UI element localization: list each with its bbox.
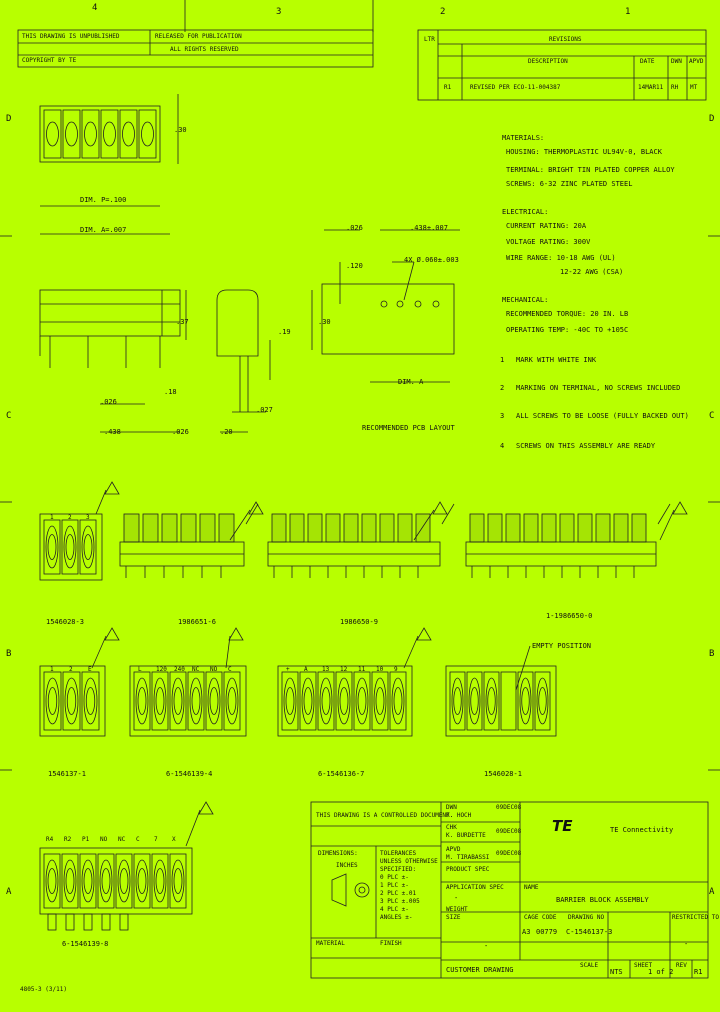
pcb-dim-top-left: .026 — [346, 224, 363, 232]
part-number-row2-3: 6-1546136-7 — [318, 770, 365, 778]
block-1986650-9 — [268, 504, 454, 578]
pcb-hole-icon — [397, 301, 403, 307]
terminal-label: 240 — [174, 666, 185, 673]
tb-dwn-value: R. HOCH — [446, 812, 472, 819]
empty-position-label: EMPTY POSITION — [532, 642, 592, 650]
zone-letter-b-left: B — [6, 649, 12, 659]
zone-letter-c-left: C — [6, 411, 12, 421]
zone-letter-c-right: C — [709, 411, 715, 421]
screw-head-icon — [104, 122, 116, 146]
tb-cage-label: CAGE CODE — [524, 914, 557, 921]
terminal-barrier — [542, 514, 556, 542]
notes-electrical-1: CURRENT RATING: 20A — [506, 222, 587, 230]
terminal-barrier — [200, 514, 215, 542]
zone-letter-a-left: A — [6, 887, 12, 897]
terminal-label: 13 — [322, 666, 330, 673]
header-note-left-2: COPYRIGHT BY TE — [22, 57, 77, 64]
zone-number-4: 4 — [92, 3, 98, 13]
terminal-barrier — [614, 514, 628, 542]
dim-side-d2: .438 — [104, 428, 121, 436]
tb-product-spec: PRODUCT SPEC — [446, 866, 490, 873]
flag-note-number-3: 3 — [500, 412, 505, 420]
pcb-hole-icon — [433, 301, 439, 307]
part-number-row1-2: 1986651-6 — [178, 618, 216, 626]
terminal-barrier — [272, 514, 286, 542]
terminal-label: 1 — [50, 666, 54, 673]
revisions-row-desc: REVISED PER ECO-11-004387 — [470, 84, 561, 91]
tb-name-value: BARRIER BLOCK ASSEMBLY — [556, 896, 649, 904]
terminal-label: R4 — [46, 836, 54, 843]
delta-flag-icon — [186, 802, 213, 846]
revisions-col-ltr: LTR — [424, 36, 435, 43]
tb-tol-label: TOLERANCES UNLESS OTHERWISE SPECIFIED: — [380, 850, 438, 873]
terminal-label: C — [228, 666, 232, 673]
terminal-label: R2 — [64, 836, 72, 843]
tb-tol-2: 2 PLC ±.01 — [380, 890, 417, 897]
terminal-tab — [120, 914, 128, 930]
revisions-title: REVISIONS — [549, 36, 582, 43]
tb-company: TE Connectivity — [610, 826, 674, 834]
terminal-label: E — [88, 666, 92, 673]
terminal-barrier — [416, 514, 430, 542]
tb-material-label: MATERIAL — [316, 940, 345, 947]
block-1546137-1 — [40, 666, 105, 736]
terminal-label: 120 — [156, 666, 167, 673]
tb-dash-2: - — [484, 942, 489, 950]
tb-size-label: SIZE — [446, 914, 461, 921]
flag-note-4: SCREWS ON THIS ASSEMBLY ARE READY — [516, 442, 656, 450]
delta-flag-icon — [96, 482, 119, 514]
tb-apvd-value: M. TIRABASSI — [446, 854, 490, 861]
dim-end-tail: .19 — [278, 328, 291, 336]
terminal-barrier — [162, 514, 177, 542]
revisions-col-desc: DESCRIPTION — [528, 58, 568, 65]
tb-tol-0: 0 PLC ±- — [380, 874, 409, 881]
tb-dwg-label: DRAWING NO — [568, 914, 605, 921]
delta-flag-icon — [230, 502, 263, 540]
terminal-label: NC — [118, 836, 126, 843]
tb-rstrctd-value: - — [684, 940, 689, 948]
terminal-barrier — [290, 514, 304, 542]
zone-letter-d-right: D — [709, 114, 715, 124]
terminal-barrier — [124, 514, 139, 542]
notes-material-1: HOUSING: THERMOPLASTIC UL94V-0, BLACK — [506, 148, 662, 156]
tb-cage-value: 00779 — [536, 928, 558, 936]
part-number-row2-2: 6-1546139-4 — [166, 770, 213, 778]
terminal-label: 2 — [69, 666, 73, 673]
part-number-row3: 6-1546139-8 — [62, 940, 109, 948]
terminal-label: X — [172, 836, 176, 843]
delta-flag-icon — [226, 628, 243, 668]
terminal-cell — [82, 672, 99, 730]
terminal-barrier — [524, 514, 538, 542]
pcb-hole-icon — [415, 301, 421, 307]
tb-tol-1: 1 PLC ±- — [380, 882, 409, 889]
delta-flag-icon — [404, 628, 431, 668]
terminal-tab — [66, 914, 74, 930]
part-number-row2-4: 1546028-1 — [484, 770, 522, 778]
terminal-barrier — [470, 514, 484, 542]
dim-side-d1: .026 — [100, 398, 117, 406]
terminal-tab — [102, 914, 110, 930]
screw-head-icon — [123, 122, 135, 146]
terminal-label: 2 — [68, 514, 72, 521]
part-number-row1-3: 1986650-9 — [340, 618, 378, 626]
tb-size-value: A3 — [522, 928, 531, 936]
tb-name-label: NAME — [524, 884, 539, 891]
notes-electrical-3: WIRE RANGE: 10-18 AWG (UL) — [506, 254, 616, 262]
terminal-cell — [63, 672, 80, 730]
terminal-barrier — [596, 514, 610, 542]
terminal-label: L — [138, 666, 142, 673]
terminal-barrier — [488, 514, 502, 542]
pcb-dim-hole: 4X Ø.060±.003 — [404, 256, 459, 264]
tb-tol-3: 3 PLC ±.005 — [380, 898, 420, 905]
notes-electrical-2: VOLTAGE RATING: 300V — [506, 238, 591, 246]
terminal-label: P1 — [82, 836, 90, 843]
pcb-layout-title: RECOMMENDED PCB LAYOUT — [362, 424, 455, 432]
pcb-dim-left: .120 — [346, 262, 363, 270]
revisions-col-dwn: DWN — [671, 58, 682, 65]
terminal-barrier — [560, 514, 574, 542]
tb-customer-drawing: CUSTOMER DRAWING — [446, 966, 514, 974]
terminal-label: 9 — [394, 666, 398, 673]
terminal-label: + — [286, 666, 290, 673]
terminal-barrier — [362, 514, 376, 542]
zone-letter-b-right: B — [709, 649, 715, 659]
screw-head-icon — [47, 122, 59, 146]
footer-form-code: 4805-3 (3/11) — [20, 986, 67, 993]
pcb-hole-icon — [381, 301, 387, 307]
revisions-row-date: 14MAR11 — [638, 84, 664, 91]
notes-mechanical-title: MECHANICAL: — [502, 296, 549, 304]
flag-note-number-1: 1 — [500, 356, 505, 364]
delta-flag-icon — [660, 502, 687, 540]
dim-pitch: DIM. P=.100 — [80, 196, 127, 204]
tb-rev-label: REV — [676, 962, 687, 969]
terminal-barrier — [344, 514, 358, 542]
tb-scale-value: NTS — [610, 968, 623, 976]
header-note-mid-2: ALL RIGHTS RESERVED — [170, 46, 239, 53]
notes-mechanical-2: OPERATING TEMP: -40C TO +105C — [506, 326, 629, 334]
revisions-row-ltr: R1 — [444, 84, 452, 91]
tb-weight-label: WEIGHT — [446, 906, 468, 913]
tb-tol-4: 4 PLC ±- — [380, 906, 409, 913]
block-1546028-1 — [446, 666, 556, 736]
notes-electrical-4: 12-22 AWG (CSA) — [560, 268, 624, 276]
tb-date3: 09DEC08 — [496, 850, 522, 857]
tb-date2: 09DEC08 — [496, 828, 522, 835]
terminal-barrier — [380, 514, 394, 542]
revisions-col-apvd: APVD — [689, 58, 704, 65]
block-1546028-3 — [40, 514, 102, 580]
terminal-barrier — [181, 514, 196, 542]
block-6-1546139-8 — [40, 848, 192, 930]
terminal-label: 3 — [86, 514, 90, 521]
screw-head-icon — [66, 122, 78, 146]
terminal-label: C — [136, 836, 140, 843]
zone-number-1: 1 — [625, 7, 631, 17]
tb-application-spec: APPLICATION SPEC — [446, 884, 504, 891]
terminal-label: 11 — [358, 666, 366, 673]
notes-materials-title: MATERIALS: — [502, 134, 545, 142]
dim-top-height: .30 — [174, 126, 187, 134]
dim-side-h2: .18 — [164, 388, 177, 396]
flag-note-number-4: 4 — [500, 442, 505, 450]
tb-sheet-value: 1 of 2 — [648, 968, 674, 976]
terminal-cell — [501, 672, 516, 730]
revisions-col-date: DATE — [640, 58, 655, 65]
tb-dash-1: - — [454, 894, 459, 902]
header-note-left: THIS DRAWING IS UNPUBLISHED — [22, 33, 120, 40]
terminal-cell — [44, 672, 61, 730]
terminal-barrier — [506, 514, 520, 542]
block-1-1986650-0 — [466, 504, 670, 578]
terminal-label: NO — [210, 666, 218, 673]
terminal-barrier — [578, 514, 592, 542]
terminal-tab — [48, 914, 56, 930]
notes-material-3: SCREWS: 6-32 ZINC PLATED STEEL — [506, 180, 633, 188]
flag-note-3: ALL SCREWS TO BE LOOSE (FULLY BACKED OUT) — [516, 412, 689, 420]
screw-head-icon — [85, 122, 97, 146]
tb-dims-value: INCHES — [336, 862, 358, 869]
notes-material-2: TERMINAL: BRIGHT TIN PLATED COPPER ALLOY — [506, 166, 675, 174]
part-number-row2-1: 1546137-1 — [48, 770, 86, 778]
tb-dims-label: DIMENSIONS: — [318, 850, 358, 857]
delta-flag-icon — [92, 628, 119, 668]
terminal-barrier — [326, 514, 340, 542]
terminal-barrier — [398, 514, 412, 542]
terminal-barrier — [143, 514, 158, 542]
tb-date1: 09DEC08 — [496, 804, 522, 811]
tb-apvd-label: APVD — [446, 846, 461, 853]
block-1986651-6 — [120, 504, 258, 578]
terminal-barrier — [308, 514, 322, 542]
flag-note-1: MARK WITH WHITE INK — [516, 356, 597, 364]
tb-tol-5: ANGLES ±- — [380, 914, 413, 921]
notes-mechanical-1: RECOMMENDED TORQUE: 20 IN. LB — [506, 310, 629, 318]
terminal-label: 10 — [376, 666, 384, 673]
terminal-label: 12 — [340, 666, 348, 673]
zone-letter-a-right: A — [709, 887, 715, 897]
terminal-tab — [84, 914, 92, 930]
te-logo: TE — [552, 817, 573, 835]
dim-end-base: .20 — [220, 428, 233, 436]
tb-sheet-label: SHEET — [634, 962, 653, 969]
pcb-dim-height: .30 — [318, 318, 331, 326]
dim-overall: DIM. A=.007 — [80, 226, 127, 234]
tb-chk-label: CHK — [446, 824, 457, 831]
header-note-mid: RELEASED FOR PUBLICATION — [155, 33, 242, 40]
terminal-label: A — [304, 666, 308, 673]
tb-scale-label: SCALE — [580, 962, 599, 969]
tb-finish-label: FINISH — [380, 940, 402, 947]
tb-chk-value: K. BURDETTE — [446, 832, 486, 839]
terminal-barrier — [632, 514, 646, 542]
tb-dwn-label: DWN — [446, 804, 457, 811]
revisions-row-dwn: RH — [671, 84, 679, 91]
flag-note-number-2: 2 — [500, 384, 505, 392]
zone-number-3: 3 — [276, 7, 282, 17]
dim-side-h1: .37 — [176, 318, 189, 326]
terminal-label: 7 — [154, 836, 158, 843]
screw-head-icon — [142, 122, 154, 146]
terminal-barrier — [219, 514, 234, 542]
zone-letter-d-left: D — [6, 114, 12, 124]
revisions-row-apvd: MT — [690, 84, 698, 91]
dim-end-width: .027 — [256, 406, 273, 414]
pcb-dim-top-right: .438±.007 — [410, 224, 448, 232]
tb-rstrctd-label: RESTRICTED TO — [672, 914, 719, 921]
block-6-1546136-7 — [278, 666, 412, 736]
block-6-1546139-4 — [130, 666, 246, 736]
tb-dwg-value: C-1546137-3 — [566, 928, 613, 936]
terminal-label: 1 — [50, 514, 54, 521]
terminal-label: NC — [192, 666, 200, 673]
zone-number-2: 2 — [440, 7, 446, 17]
pcb-dim-bottom: DIM. A — [398, 378, 424, 386]
dim-side-d3: .026 — [172, 428, 189, 436]
terminal-label: NO — [100, 836, 108, 843]
part-number-row1-1: 1546028-3 — [46, 618, 84, 626]
tb-rev-value: R1 — [694, 968, 703, 976]
notes-electrical-title: ELECTRICAL: — [502, 208, 549, 216]
part-number-row1-4: 1-1986650-0 — [546, 612, 593, 620]
flag-note-2: MARKING ON TERMINAL, NO SCREWS INCLUDED — [516, 384, 681, 392]
tb-controlled: THIS DRAWING IS A CONTROLLED DOCUMENT. — [316, 812, 454, 819]
